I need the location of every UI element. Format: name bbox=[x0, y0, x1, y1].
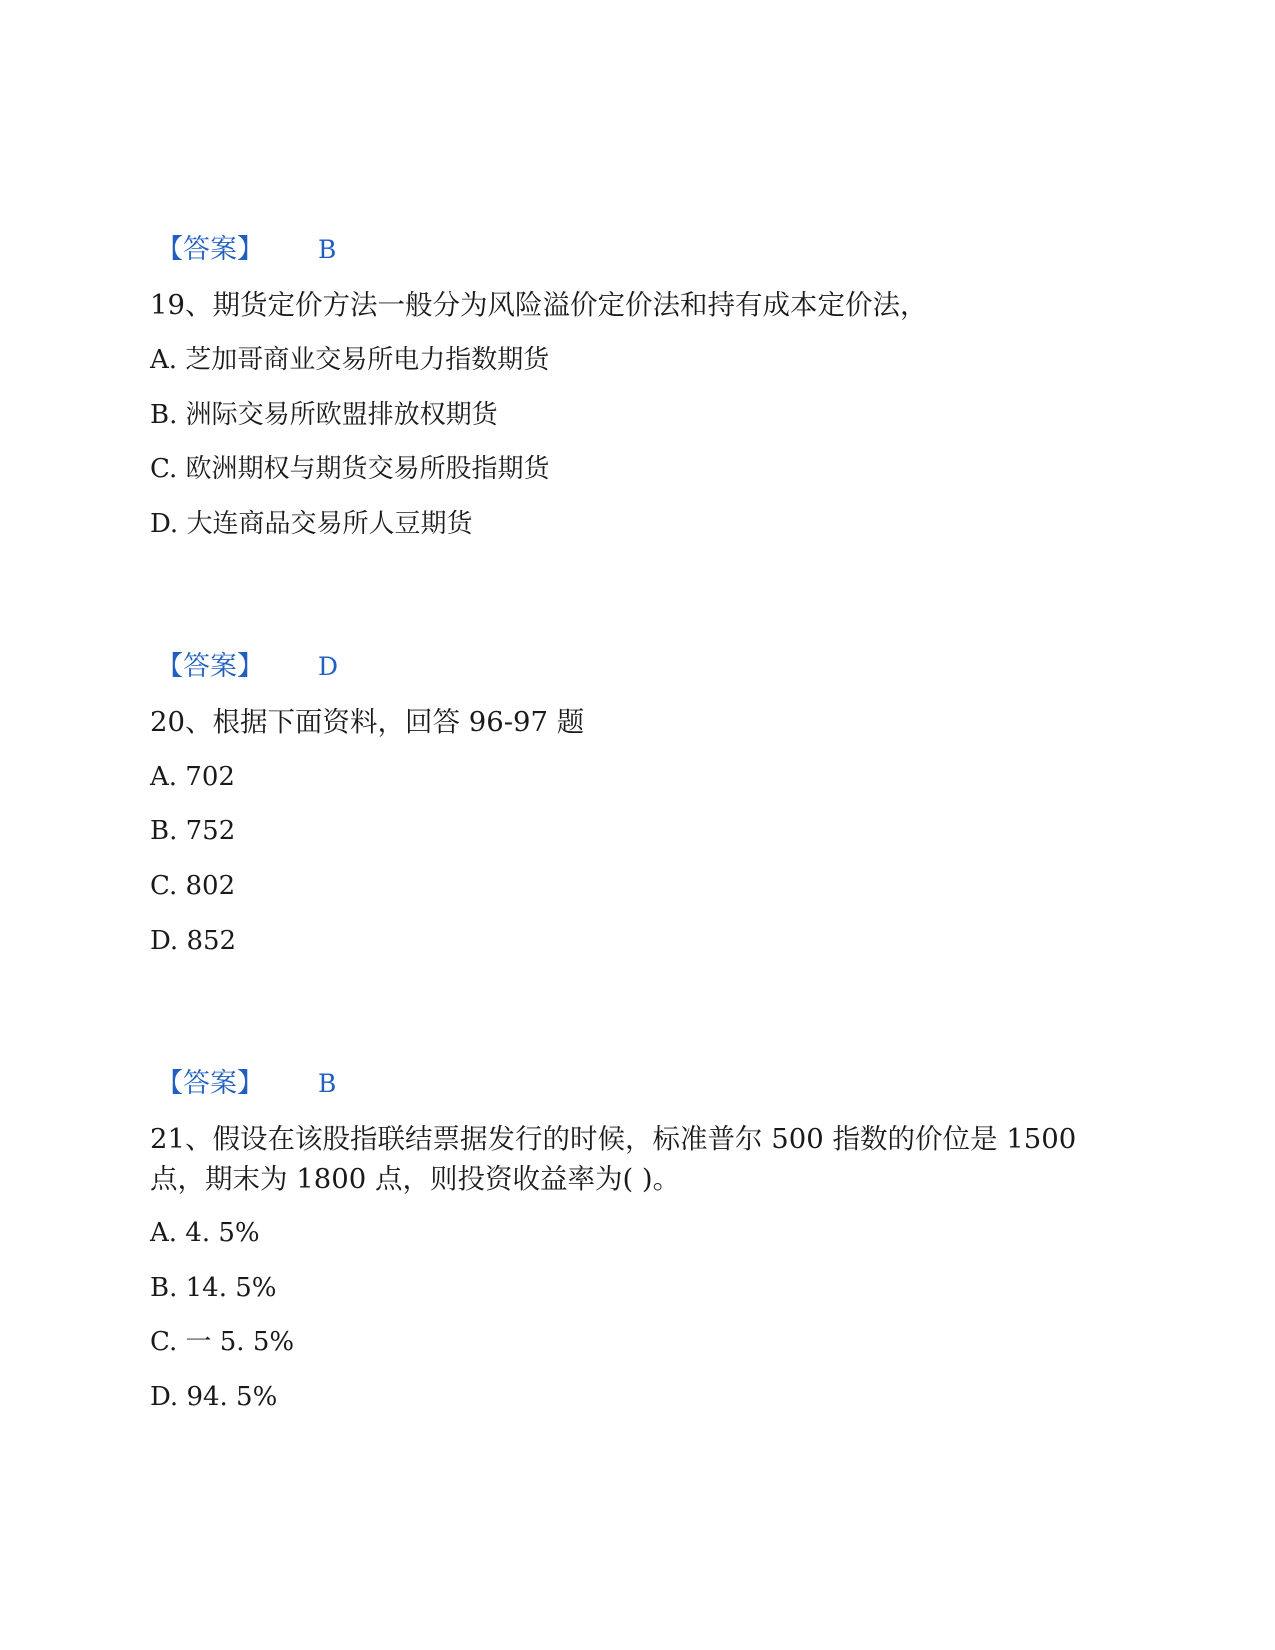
question-20: 20、根据下面资料，回答 96-97 题 bbox=[150, 706, 585, 738]
option-d: D. 大连商品交易所人豆期货 bbox=[150, 509, 473, 539]
answer-label: 【答案】 bbox=[156, 651, 264, 682]
option-b: B. 752 bbox=[150, 816, 236, 846]
option-b: B. 洲际交易所欧盟排放权期货 bbox=[150, 400, 498, 430]
option-c: C. 802 bbox=[150, 871, 236, 901]
answer-value: B bbox=[318, 1069, 337, 1098]
option-c: C. 欧洲期权与期货交易所股指期货 bbox=[150, 454, 550, 484]
answer-label: 【答案】 bbox=[156, 1068, 264, 1099]
option-a: A. 芝加哥商业交易所电力指数期货 bbox=[150, 345, 550, 375]
answer-line bbox=[156, 230, 336, 270]
answer-label: 【答案】 bbox=[156, 234, 264, 265]
answer-value: D bbox=[318, 652, 339, 681]
question-19: 19、期货定价方法一般分为风险溢价定价法和持有成本定价法， bbox=[150, 289, 928, 321]
question-21-line-1: 21、假设在该股指联结票据发行的时候，标准普尔 500 指数的价位是 1500 bbox=[150, 1123, 1077, 1155]
option-d: D. 94. 5% bbox=[150, 1382, 278, 1412]
option-c: C. 一 5. 5% bbox=[150, 1327, 295, 1357]
answer-line bbox=[156, 1064, 336, 1104]
option-a: A. 4. 5% bbox=[150, 1218, 260, 1248]
answer-value: B bbox=[318, 235, 337, 264]
option-a: A. 702 bbox=[150, 762, 235, 792]
option-d: D. 852 bbox=[150, 926, 237, 956]
option-b: B. 14. 5% bbox=[150, 1273, 277, 1303]
question-21-line-2: 点，期末为 1800 点，则投资收益率为( )。 bbox=[150, 1163, 681, 1195]
answer-line bbox=[156, 647, 338, 687]
